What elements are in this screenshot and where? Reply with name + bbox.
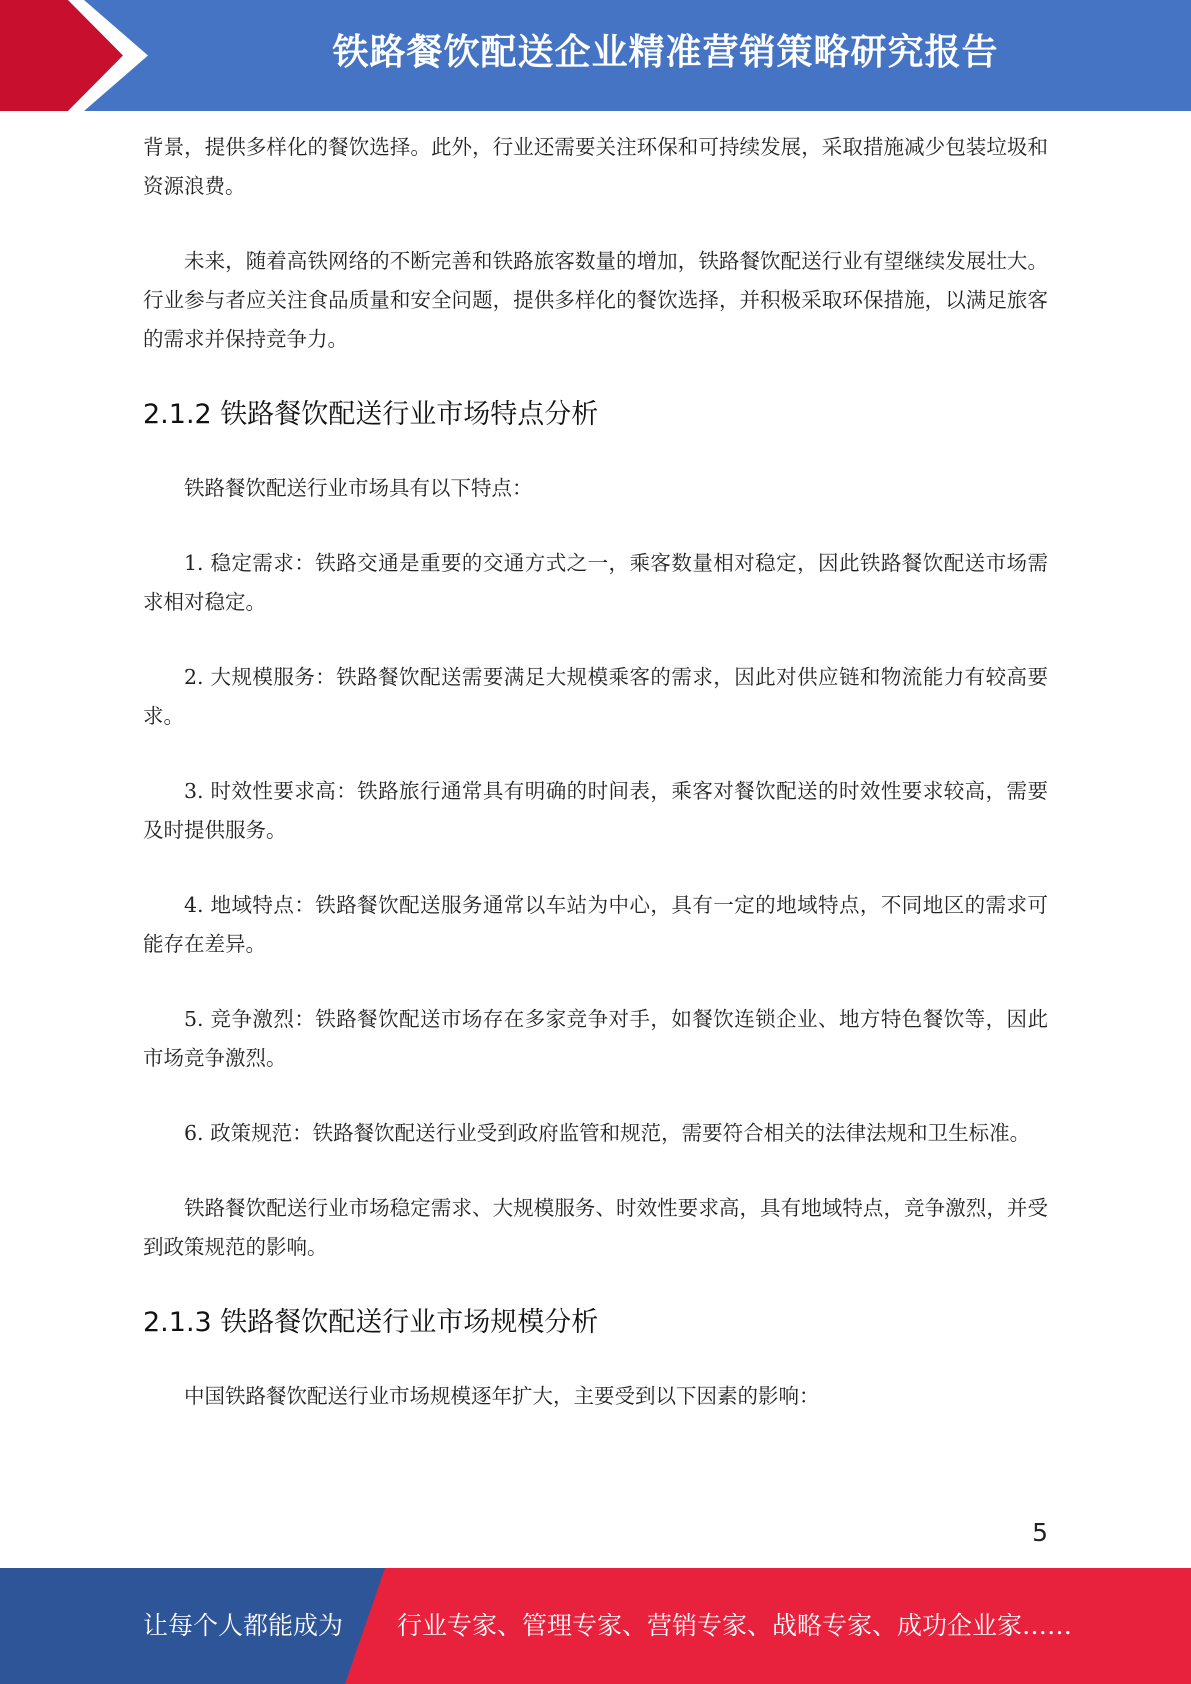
list-item-policy: 6. 政策规范：铁路餐饮配送行业受到政府监管和规范，需要符合相关的法律法规和卫生标准。: [184, 1121, 1031, 1145]
footer-tagline: 行业专家、管理专家、营销专家、战略专家、成功企业家……: [397, 1611, 1073, 1640]
header-banner: [0, 0, 1191, 111]
chevron-arrow-icon: [0, 0, 160, 111]
list-item-regional: 4. 地域特点：铁路餐饮配送服务通常以车站为中心，具有一定的地域特点，不同地区的需求可能存在差异。: [143, 893, 1048, 956]
page-body: [143, 128, 1048, 1452]
paragraph-market-size-intro: 中国铁路餐饮配送行业市场规模逐年扩大，主要受到以下因素的影响：: [184, 1384, 820, 1408]
list-item-stable-demand: 1. 稳定需求：铁路交通是重要的交通方式之一，乘客数量相对稳定，因此铁路餐饮配送市场需求相对稳定。: [143, 551, 1048, 614]
paragraph-continuation: 背景，提供多样化的餐饮选择。此外，行业还需要关注环保和可持续发展，采取措施减少包装垃圾和资源浪费。: [143, 135, 1048, 198]
footer-motto: 让每个人都能成为: [143, 1611, 344, 1640]
list-item-timeliness: 3. 时效性要求高：铁路旅行通常具有明确的时间表，乘客对餐饮配送的时效性要求较高，需要及时提供服务。: [143, 779, 1048, 842]
paragraph-features-summary: 铁路餐饮配送行业市场稳定需求、大规模服务、时效性要求高，具有地域特点，竞争激烈，并受到政策规范的影响。: [143, 1196, 1048, 1259]
paragraph-outlook: 未来，随着高铁网络的不断完善和铁路旅客数量的增加，铁路餐饮配送行业有望继续发展壮大。行业参与者应关注食品质量和安全问题，提供多样化的餐饮选择，并积极采取环保措施，以满足旅客的需求并保持竞争力。: [143, 249, 1048, 351]
paragraph-intro-features: 铁路餐饮配送行业市场具有以下特点：: [184, 476, 533, 500]
footer-banner: [0, 1568, 1191, 1684]
list-item-large-scale: 2. 大规模服务：铁路餐饮配送需要满足大规模乘客的需求，因此对供应链和物流能力有较高要求。: [143, 665, 1048, 728]
section-heading-2-1-2: 2.1.2 铁路餐饮配送行业市场特点分析: [143, 399, 599, 430]
list-item-competition: 5. 竞争激烈：铁路餐饮配送市场存在多家竞争对手，如餐饮连锁企业、地方特色餐饮等，因此市场竞争激烈。: [143, 1007, 1048, 1070]
section-heading-2-1-3: 2.1.3 铁路餐饮配送行业市场规模分析: [143, 1307, 599, 1338]
report-title: 铁路餐饮配送企业精准营销策略研究报告: [332, 32, 999, 73]
page-number: 5: [1032, 1518, 1048, 1547]
